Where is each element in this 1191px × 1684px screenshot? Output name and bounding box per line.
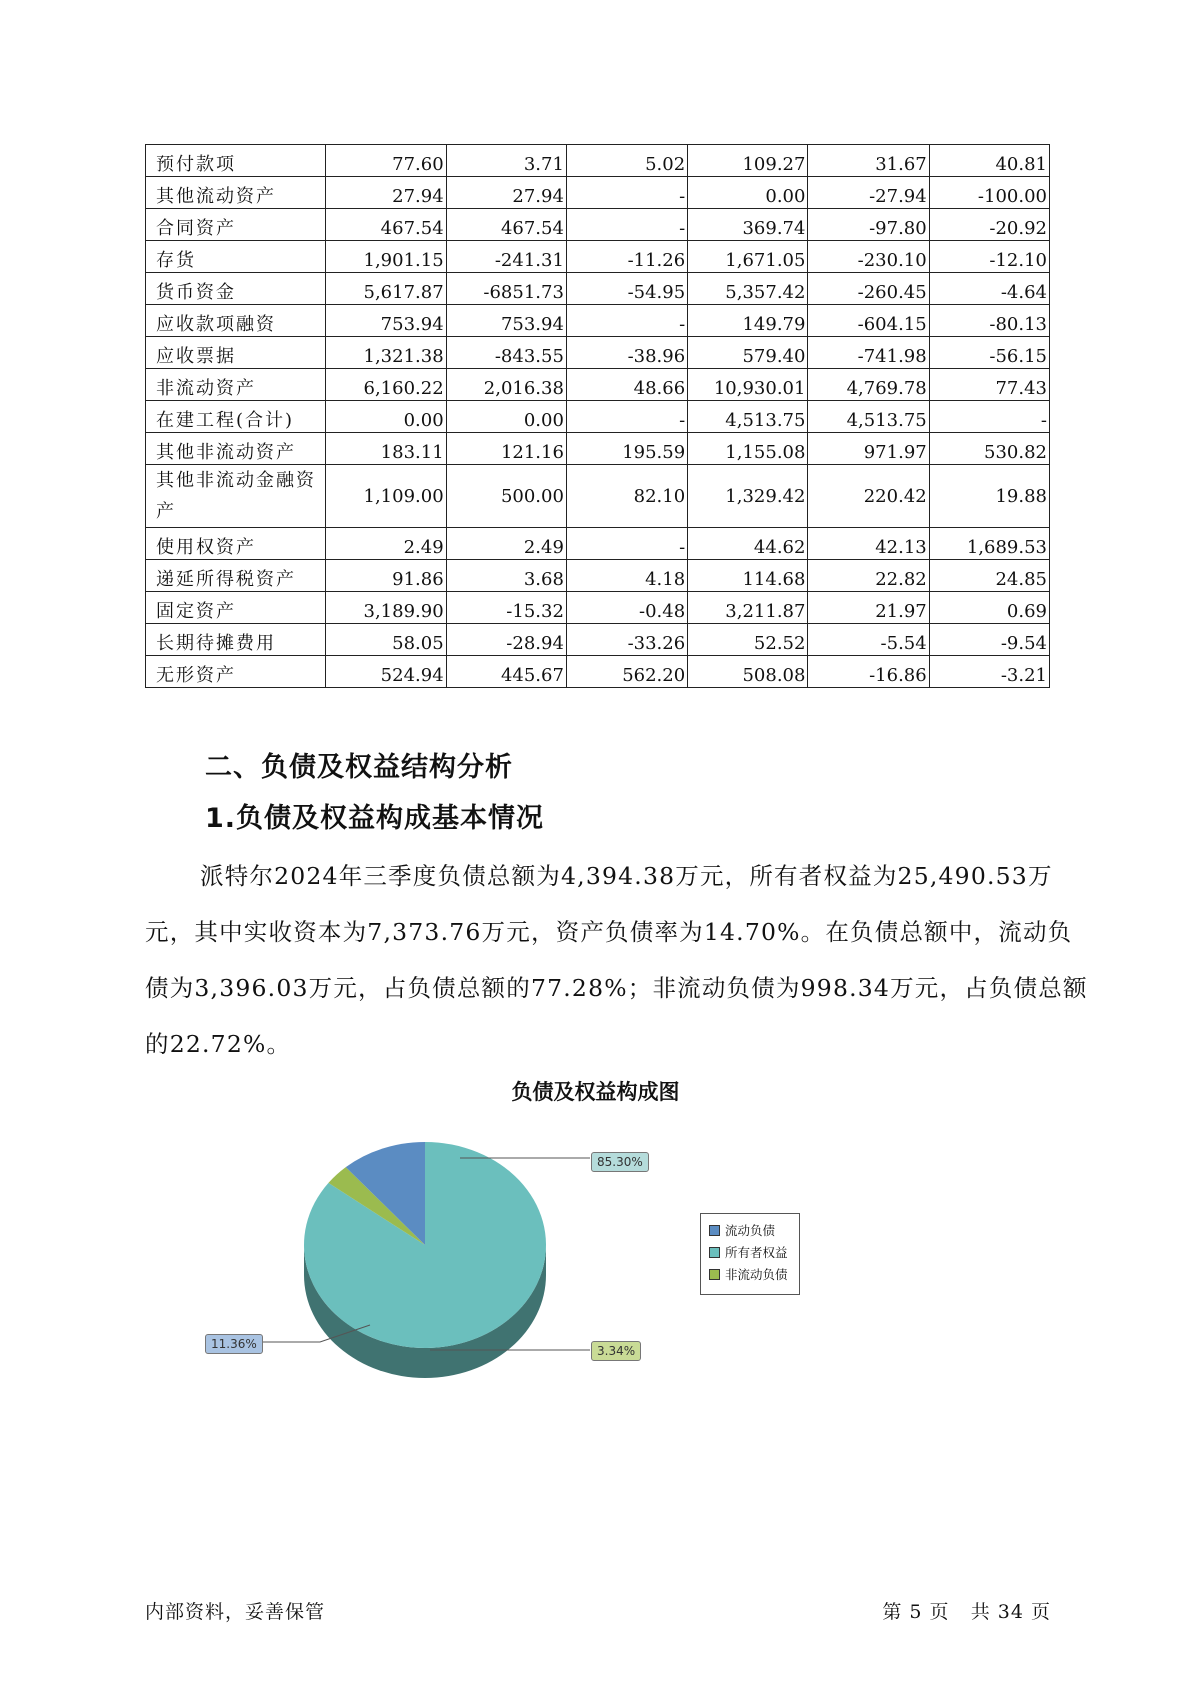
value-cell: 0.00	[688, 177, 808, 209]
value-cell: -80.13	[929, 305, 1049, 337]
value-cell: 40.81	[929, 145, 1049, 177]
row-label-cell: 存货	[146, 241, 326, 273]
value-cell: -4.64	[929, 273, 1049, 305]
legend-label: 非流动负债	[725, 1267, 788, 1282]
value-cell: 109.27	[688, 145, 808, 177]
value-cell: 2.49	[446, 528, 566, 560]
row-label-cell: 其他非流动金融资产	[146, 465, 326, 528]
value-cell: 77.43	[929, 369, 1049, 401]
value-cell: 19.88	[929, 465, 1049, 528]
value-cell: 10,930.01	[688, 369, 808, 401]
legend-item-owners-equity	[709, 1244, 788, 1262]
value-cell: 562.20	[566, 656, 687, 688]
value-cell: 4,769.78	[808, 369, 929, 401]
value-cell: -54.95	[566, 273, 687, 305]
value-cell: -56.15	[929, 337, 1049, 369]
value-cell: 183.11	[326, 433, 446, 465]
value-cell: 24.85	[929, 560, 1049, 592]
value-cell: -	[566, 209, 687, 241]
row-label-cell: 长期待摊费用	[146, 624, 326, 656]
legend-swatch	[709, 1269, 720, 1280]
row-label-cell: 在建工程(合计)	[146, 401, 326, 433]
value-cell: 1,155.08	[688, 433, 808, 465]
footer-confidential: 内部资料，妥善保管	[145, 1601, 326, 1623]
value-cell: -	[566, 177, 687, 209]
value-cell: 5,357.42	[688, 273, 808, 305]
value-cell: 3.71	[446, 145, 566, 177]
legend-item-noncurrent-liabilities	[709, 1266, 788, 1284]
value-cell: 42.13	[808, 528, 929, 560]
chart-legend	[700, 1213, 800, 1295]
value-cell: 4,513.75	[808, 401, 929, 433]
value-cell: 3.68	[446, 560, 566, 592]
value-cell: 195.59	[566, 433, 687, 465]
value-cell: 91.86	[326, 560, 446, 592]
value-cell: 27.94	[326, 177, 446, 209]
value-cell: 4,513.75	[688, 401, 808, 433]
value-cell: -100.00	[929, 177, 1049, 209]
value-cell: 3,189.90	[326, 592, 446, 624]
row-label-cell: 递延所得税资产	[146, 560, 326, 592]
value-cell: -28.94	[446, 624, 566, 656]
row-label-cell: 货币资金	[146, 273, 326, 305]
value-cell: 21.97	[808, 592, 929, 624]
value-cell: 467.54	[446, 209, 566, 241]
value-cell: 6,160.22	[326, 369, 446, 401]
value-cell: 1,321.38	[326, 337, 446, 369]
row-label-cell: 合同资产	[146, 209, 326, 241]
value-cell: 445.67	[446, 656, 566, 688]
value-cell: 0.00	[326, 401, 446, 433]
value-cell: 0.69	[929, 592, 1049, 624]
subsection-heading: 1.负债及权益构成基本情况	[205, 803, 545, 834]
row-label-cell: 应收票据	[146, 337, 326, 369]
value-cell: -3.21	[929, 656, 1049, 688]
value-cell: 31.67	[808, 145, 929, 177]
page-suffix: 页	[929, 1601, 950, 1623]
value-cell: -16.86	[808, 656, 929, 688]
value-cell: 121.16	[446, 433, 566, 465]
value-cell: -	[566, 528, 687, 560]
value-cell: -9.54	[929, 624, 1049, 656]
value-cell: 1,109.00	[326, 465, 446, 528]
value-cell: 1,671.05	[688, 241, 808, 273]
value-cell: 44.62	[688, 528, 808, 560]
value-cell: 149.79	[688, 305, 808, 337]
value-cell: -260.45	[808, 273, 929, 305]
row-label-cell: 其他非流动资产	[146, 433, 326, 465]
legend-label: 流动负债	[725, 1223, 776, 1238]
footer-page-info	[882, 1597, 1051, 1624]
row-label-cell: 无形资产	[146, 656, 326, 688]
value-cell: -20.92	[929, 209, 1049, 241]
value-cell: 58.05	[326, 624, 446, 656]
value-cell: 467.54	[326, 209, 446, 241]
value-cell: -27.94	[808, 177, 929, 209]
value-cell: -230.10	[808, 241, 929, 273]
value-cell: -6851.73	[446, 273, 566, 305]
legend-swatch	[709, 1247, 720, 1258]
data-label-current-liabilities: 11.36%	[205, 1334, 263, 1354]
value-cell: 82.10	[566, 465, 687, 528]
value-cell: -97.80	[808, 209, 929, 241]
value-cell: -15.32	[446, 592, 566, 624]
value-cell: 508.08	[688, 656, 808, 688]
legend-label: 所有者权益	[725, 1245, 788, 1260]
value-cell: -5.54	[808, 624, 929, 656]
summary-text: 派特尔2024年三季度负债总额为4,394.38万元，所有者权益为25,490.53万元，其中实收资本为7,373.76万元，资产负债率为14.70%。在负债总额中，流动负债为3,396.03万元，占负债总额的77.28%；非流动负债为998.34万元，占负债总额的22.72%。	[145, 862, 1088, 1058]
value-cell: 524.94	[326, 656, 446, 688]
section-heading: 二、负债及权益结构分析	[205, 752, 513, 783]
value-cell: 971.97	[808, 433, 929, 465]
value-cell: -38.96	[566, 337, 687, 369]
value-cell: -604.15	[808, 305, 929, 337]
legend-swatch	[709, 1225, 720, 1236]
total-prefix: 共	[970, 1601, 991, 1623]
value-cell: 2,016.38	[446, 369, 566, 401]
value-cell: 369.74	[688, 209, 808, 241]
total-pages: 34	[997, 1601, 1024, 1623]
value-cell: 48.66	[566, 369, 687, 401]
value-cell: 5.02	[566, 145, 687, 177]
value-cell: -241.31	[446, 241, 566, 273]
value-cell: 1,901.15	[326, 241, 446, 273]
value-cell: -843.55	[446, 337, 566, 369]
value-cell: 114.68	[688, 560, 808, 592]
chart-title: 负债及权益构成图	[511, 1080, 680, 1104]
value-cell: 0.00	[446, 401, 566, 433]
row-label-cell: 使用权资产	[146, 528, 326, 560]
row-label-cell: 固定资产	[146, 592, 326, 624]
value-cell: 530.82	[929, 433, 1049, 465]
data-label-owners-equity: 85.30%	[591, 1152, 649, 1172]
value-cell: 22.82	[808, 560, 929, 592]
row-label-cell: 应收款项融资	[146, 305, 326, 337]
row-label-cell: 预付款项	[146, 145, 326, 177]
value-cell: -33.26	[566, 624, 687, 656]
value-cell: 1,329.42	[688, 465, 808, 528]
value-cell: 4.18	[566, 560, 687, 592]
value-cell: 2.49	[326, 528, 446, 560]
value-cell: 1,689.53	[929, 528, 1049, 560]
value-cell: -	[566, 401, 687, 433]
value-cell: -	[566, 305, 687, 337]
value-cell: 52.52	[688, 624, 808, 656]
value-cell: 753.94	[446, 305, 566, 337]
row-label-cell: 其他流动资产	[146, 177, 326, 209]
page-prefix: 第	[882, 1601, 903, 1623]
total-suffix: 页	[1030, 1601, 1051, 1623]
value-cell: -12.10	[929, 241, 1049, 273]
value-cell: 5,617.87	[326, 273, 446, 305]
value-cell: -11.26	[566, 241, 687, 273]
value-cell: -	[929, 401, 1049, 433]
value-cell: 3,211.87	[688, 592, 808, 624]
legend-item-current-liabilities	[709, 1222, 775, 1240]
value-cell: 579.40	[688, 337, 808, 369]
value-cell: -0.48	[566, 592, 687, 624]
value-cell: -741.98	[808, 337, 929, 369]
value-cell: 500.00	[446, 465, 566, 528]
row-label-cell: 非流动资产	[146, 369, 326, 401]
value-cell: 27.94	[446, 177, 566, 209]
value-cell: 77.60	[326, 145, 446, 177]
page-number: 5	[909, 1601, 923, 1623]
value-cell: 753.94	[326, 305, 446, 337]
value-cell: 220.42	[808, 465, 929, 528]
data-label-noncurrent-liabilities: 3.34%	[591, 1341, 641, 1361]
